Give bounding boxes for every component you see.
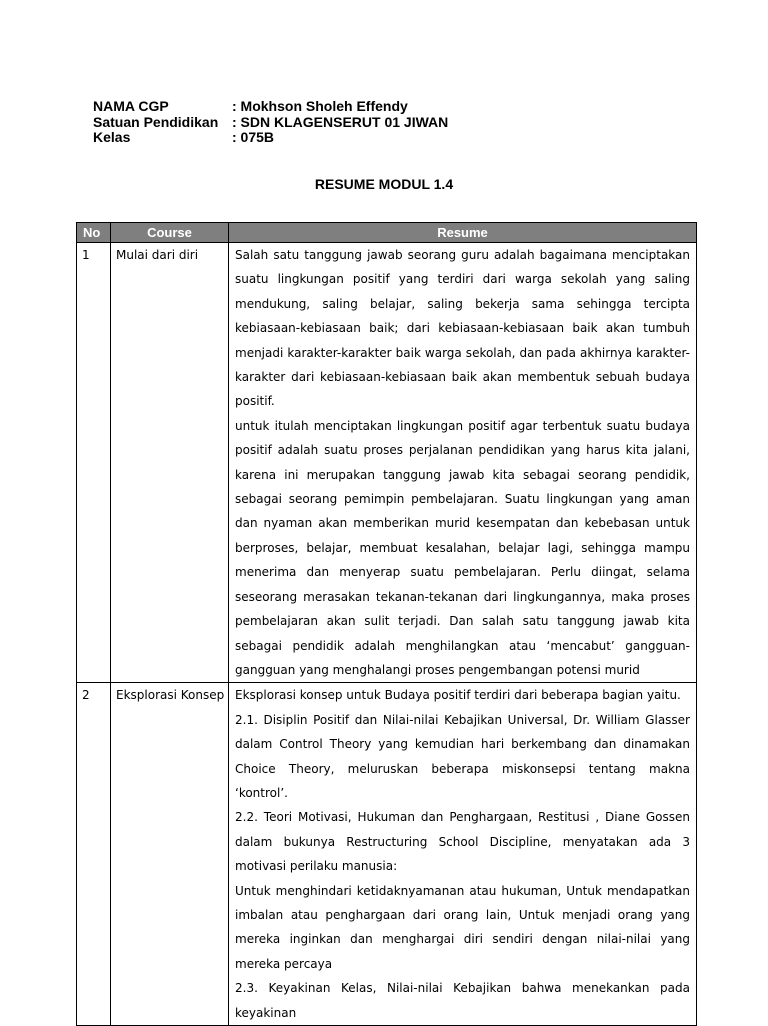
resume-paragraph: Eksplorasi konsep untuk Budaya positif terdiri dari beberapa bagian yaitu.: [235, 688, 681, 703]
row-resume: [229, 243, 697, 683]
identity-header: [93, 99, 448, 146]
header-resume: Resume: [229, 223, 697, 243]
row-course: Mulai dari diri: [111, 243, 229, 683]
nama-row: [93, 99, 448, 115]
satuan-row: [93, 115, 448, 131]
resume-table: [76, 222, 697, 1026]
kelas-label: Kelas: [93, 129, 131, 145]
resume-paragraph: Untuk menghindari ketidaknyamanan atau hukuman, Untuk mendapatkan imbalan atau penghargaan dari orang lain, Untuk menjadi orang yang mereka inginkan dan menghargai diri sendiri dengan nilai-nilai yang mereka percaya: [235, 883, 690, 971]
row-no: 2: [77, 683, 111, 1026]
satuan-label: Satuan Pendidikan: [93, 113, 219, 130]
document-title: RESUME MODUL 1.4: [314, 176, 454, 192]
table-row: [77, 243, 697, 683]
row-no: 1: [77, 243, 111, 683]
row-course: Eksplorasi Konsep: [111, 683, 229, 1026]
resume-paragraph: 2.2. Teori Motivasi, Hukuman dan Penghargaan, Restitusi , Diane Gossen dalam bukunya Restructuring School Discipline, menyatakan ada 3 motivasi perilaku manusia:: [235, 810, 690, 874]
table-header-row: [77, 223, 697, 243]
resume-paragraph: Salah satu tanggung jawab seorang guru adalah bagaimana menciptakan suatu lingkungan positif yang terdiri dari warga sekolah yang saling mendukung, saling belajar, saling bekerja sama sehingga tercipta kebiasaan-kebiasaan baik; dari kebiasaan-kebiasaan baik akan tumbuh menjadi karakter-karakter baik warga sekolah, dan pada akhirnya karakter-karakter dari kebiasaan-kebiasaan baik akan membentuk sebuah budaya positif.: [235, 248, 690, 409]
header-no: No: [77, 223, 111, 243]
header-course: Course: [111, 223, 229, 243]
nama-label: NAMA CGP: [93, 98, 169, 114]
resume-paragraph: 2.1. Disiplin Positif dan Nilai-nilai Kebajikan Universal, Dr. William Glasser dalam Control Theory yang kemudian hari berkembang dan dinamakan Choice Theory, meluruskan beberapa miskonsepsi tentang makna ‘kontrol’.: [235, 712, 690, 800]
resume-paragraph: untuk itulah menciptakan lingkungan positif agar terbentuk suatu budaya positif adalah suatu proses perjalanan pendidikan yang harus kita jalani, karena ini merupakan tanggung jawab kita sebagai seorang pendidik, sebagai seorang pemimpin pembelajaran. Suatu lingkungan yang aman dan nyaman akan memberikan murid kesempatan dan kebebasan untuk berproses, belajar, membuat kesalahan, belajar lagi, sehingga mampu menerima dan menyerap suatu pembelajaran. Perlu diingat, selama seseorang merasakan tekanan-tekanan dari lingkungannya, maka proses pembelajaran akan sulit terjadi. Dan salah satu tanggung jawab kita sebagai pendidik adalah menghilangkan atau ‘mencabut’ gangguan-gangguan yang menghalangi proses pengembangan potensi murid: [235, 418, 690, 677]
resume-paragraph: 2.3. Keyakinan Kelas, Nilai-nilai Kebajikan bahwa menekankan pada keyakinan: [235, 981, 690, 1020]
satuan-value: : SDN KLAGENSERUT 01 JIWAN: [232, 113, 449, 130]
kelas-value: : 075B: [232, 129, 275, 145]
kelas-row: [93, 130, 448, 146]
row-resume: [229, 683, 697, 1026]
table-row: [77, 683, 697, 1026]
nama-value: : Mokhson Sholeh Effendy: [232, 98, 408, 114]
